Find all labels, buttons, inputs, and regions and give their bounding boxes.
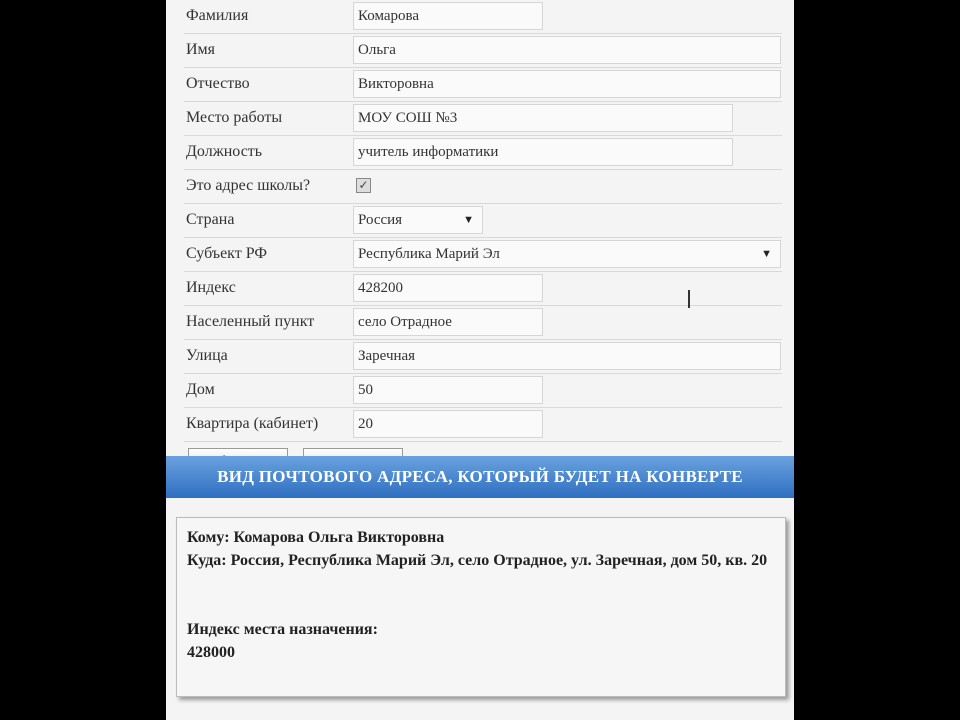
text-cursor [688,290,690,308]
chevron-down-icon: ▼ [463,214,474,226]
postcode-input[interactable]: 428200 [353,274,543,302]
country-label: Страна [186,211,235,228]
form-row-region [184,238,782,272]
form-row-workplace [184,102,782,136]
country-select-value: Россия [358,212,403,228]
country-select[interactable] [353,206,483,234]
workplace-input[interactable]: МОУ СОШ №3 [353,104,733,132]
settlement-label: Населенный пункт [186,313,315,330]
school-address-checkbox[interactable]: ✓ [356,178,371,193]
surname-input[interactable]: Комарова [353,2,543,30]
street-label: Улица [186,347,228,364]
form-row-patronymic [184,68,782,102]
surname-label: Фамилия [186,7,249,24]
envelope-preview-banner: ВИД ПОЧТОВОГО АДРЕСА, КОТОРЫЙ БУДЕТ НА КОНВЕРТЕ [166,456,794,498]
form-row-settlement [184,306,782,340]
settlement-input[interactable]: село Отрадное [353,308,543,336]
house-label: Дом [186,381,215,398]
position-label: Должность [186,143,263,160]
workplace-label: Место работы [186,109,283,126]
region-select[interactable] [353,240,781,268]
form-row-surname [184,0,782,34]
form-row-street [184,340,782,374]
patronymic-label: Отчество [186,75,250,92]
form-row-position [184,136,782,170]
postcode-label: Индекс [186,279,236,296]
name-label: Имя [186,41,216,58]
form-row-postcode [184,272,782,306]
address-form [184,0,782,478]
patronymic-input[interactable]: Викторовна [353,70,781,98]
region-label: Субъект РФ [186,245,267,262]
envelope-where-line: Куда: Россия, Республика Марий Эл, село Отрадное, ул. Заречная, дом 50, кв. 20 [187,552,768,569]
street-input[interactable]: Заречная [353,342,781,370]
region-select-value: Республика Марий Эл [358,246,500,262]
address-form-page [166,0,794,720]
envelope-to-line: Кому: Комарова Ольга Викторовна [187,529,445,546]
envelope-spacer [187,572,775,618]
position-input[interactable]: учитель информатики [353,138,733,166]
school-address-label: Это адрес школы? [186,177,311,194]
chevron-down-icon: ▼ [761,248,772,260]
form-row-name [184,34,782,68]
house-input[interactable]: 50 [353,376,543,404]
envelope-index-label: Индекс места назначения: [187,621,378,638]
name-input[interactable]: Ольга [353,36,781,64]
form-row-apartment [184,408,782,442]
form-row-school-address [184,170,782,204]
apartment-label: Квартира (кабинет) [186,415,319,432]
envelope-index-value: 428000 [187,644,235,661]
form-row-country [184,204,782,238]
envelope-preview [176,517,786,697]
apartment-input[interactable]: 20 [353,410,543,438]
form-row-house [184,374,782,408]
